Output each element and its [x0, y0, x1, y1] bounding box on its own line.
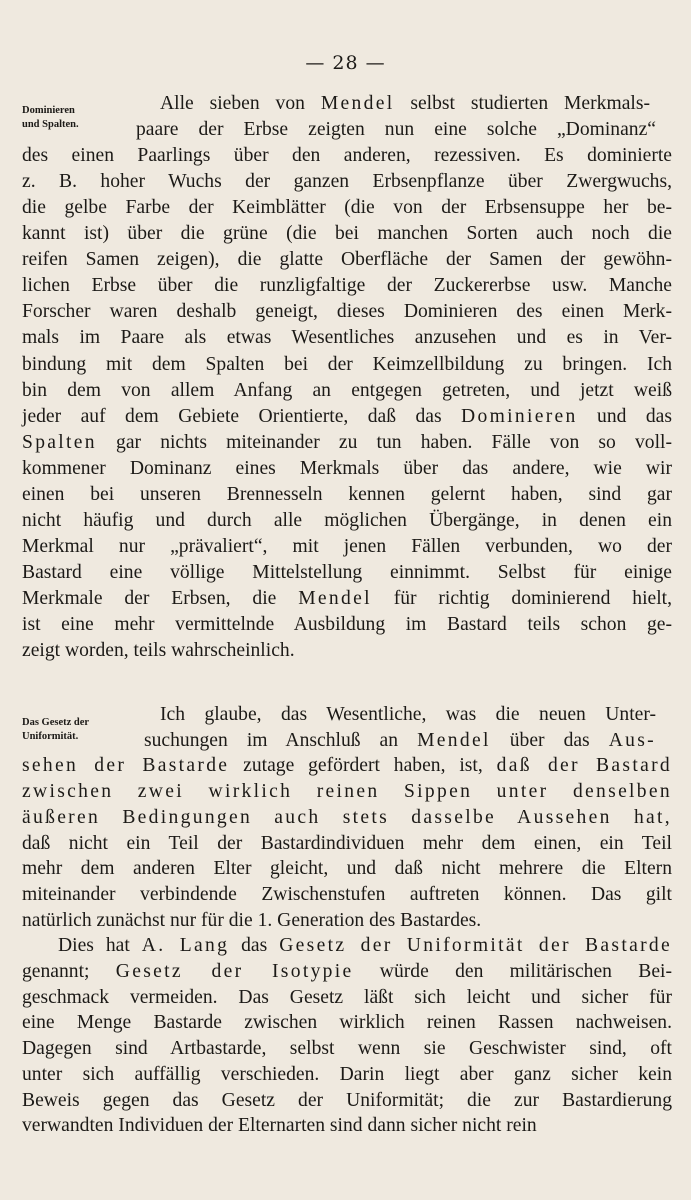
text-line: [22, 561, 672, 585]
text-line: [22, 353, 672, 377]
text-segment: eine Menge Bastarde zwischen wirklich reinen Rassen nachweisen.: [22, 1012, 672, 1033]
spaced-emphasis: Mendel: [320, 93, 395, 114]
text-line: [22, 405, 672, 429]
text-line: [22, 909, 672, 933]
text-line: [22, 960, 672, 984]
spaced-emphasis: Gesetz der Uniformität der Bastarde: [279, 935, 672, 956]
text-segment: suchungen im Anschluß an: [144, 730, 418, 751]
text-segment: und das: [577, 406, 672, 427]
text-segment: Merkmal nur „prävaliert“, mit jenen Fällen verbunden, wo der: [22, 536, 672, 557]
text-segment: nicht häufig und durch alle möglichen Übergänge, in denen ein: [22, 510, 672, 531]
text-line: [22, 1089, 672, 1113]
side-heading: [22, 716, 140, 744]
text-segment: Beweis gegen das Gesetz der Uniformität; die zur Bastardierung: [22, 1090, 672, 1111]
text-segment: das: [229, 935, 280, 956]
text-segment: daß nicht ein Teil der Bastardindividuen mehr dem einen, ein Teil: [22, 833, 672, 854]
text-segment: z. B. hoher Wuchs der ganzen Erbsenpflanze über Zwergwuchs,: [22, 171, 672, 192]
text-segment: bindung mit dem Spalten bei der Keimzellbildung zu bringen. Ich: [22, 354, 672, 375]
text-segment: über das: [490, 730, 609, 751]
spaced-emphasis: Dominieren: [461, 406, 578, 427]
text-segment: Ich glaube, das Wesentliche, was die neuen Unter-: [160, 704, 656, 725]
text-segment: Bastard eine völlige Mittelstellung einnimmt. Selbst für einige: [22, 562, 672, 583]
text-line: [22, 1037, 672, 1061]
text-segment: kommener Dominanz eines Merkmals über das andere, wie wir: [22, 458, 672, 479]
text-line: [22, 613, 672, 637]
text-line: [22, 535, 672, 559]
text-line: [22, 806, 672, 830]
text-line: [22, 431, 672, 455]
text-line: [22, 144, 672, 168]
text-line: [58, 934, 672, 958]
text-line: [22, 986, 672, 1010]
text-segment: mals im Paare als etwas Wesentliches anzusehen und es in Ver-: [22, 327, 672, 348]
text-line: [22, 1114, 672, 1138]
text-segment: mehr dem anderen Elter gleicht, und daß nicht mehrere die Eltern: [22, 858, 672, 879]
text-line: [22, 379, 672, 403]
spaced-emphasis: Spalten: [22, 432, 97, 453]
spaced-emphasis: A. Lang: [141, 935, 230, 956]
spaced-emphasis: äußeren Bedingungen auch stets dasselbe Aussehen hat,: [22, 807, 672, 828]
text-line: [22, 248, 672, 272]
text-segment: reifen Samen zeigen), die glatte Oberfläche der Samen der gewöhn-: [22, 249, 672, 270]
side-heading-line: Uniformität.: [22, 731, 79, 742]
text-segment: würde den militärischen Bei-: [353, 961, 672, 982]
text-segment: verwandten Individuen der Elternarten sind dann sicher nicht rein: [22, 1115, 537, 1136]
text-segment: zutage gefördert haben, ist,: [229, 755, 497, 776]
text-segment: ist eine mehr vermittelnde Ausbildung im Bastard teils schon ge-: [22, 614, 672, 635]
text-segment: zeigt worden, teils wahrscheinlich.: [22, 640, 295, 661]
text-segment: Dagegen sind Artbastarde, selbst wenn sie Geschwister sind, oft: [22, 1038, 672, 1059]
side-heading-line: Dominieren: [22, 105, 75, 116]
text-line: [22, 196, 672, 220]
text-line: [22, 274, 672, 298]
spaced-emphasis: Mendel: [417, 730, 491, 751]
text-segment: Merkmale der Erbsen, die: [22, 588, 299, 609]
text-line: [22, 857, 672, 881]
text-segment: paare der Erbse zeigten nun eine solche „Dominanz“: [136, 119, 656, 140]
text-line: [160, 703, 656, 727]
text-line: [22, 1011, 672, 1035]
text-line: [136, 118, 656, 142]
spaced-emphasis: zwischen zwei wirklich reinen Sippen unter denselben: [22, 781, 672, 802]
text-segment: kannt ist) über die grüne (die bei manchen Sorten auch noch die: [22, 223, 672, 244]
text-line: [144, 729, 656, 753]
text-line: [22, 780, 672, 804]
page-number: — 28 —: [305, 52, 386, 74]
text-segment: bin dem von allem Anfang an entgegen getreten, und jetzt weiß: [22, 380, 672, 401]
text-segment: genannt;: [22, 961, 116, 982]
text-segment: miteinander verbindende Zwischenstufen auftreten können. Das gilt: [22, 884, 672, 905]
text-line: [22, 587, 672, 611]
side-heading-line: Das Gesetz der: [22, 717, 90, 728]
text-segment: die gelbe Farbe der Keimblätter (die von der Erbsensuppe her be-: [22, 197, 672, 218]
text-segment: selbst studierten Merkmals-: [394, 93, 650, 114]
text-line: [22, 170, 672, 194]
text-line: [22, 457, 672, 481]
text-line: [22, 832, 672, 856]
spaced-emphasis: Mendel: [298, 588, 372, 609]
text-segment: für richtig dominierend hielt,: [371, 588, 672, 609]
text-segment: einen bei unseren Brennesseln kennen gelernt haben, sind gar: [22, 484, 672, 505]
text-line: [22, 639, 672, 663]
text-line: [22, 222, 672, 246]
text-segment: natürlich zunächst nur für die 1. Generation des Bastardes.: [22, 910, 482, 931]
text-segment: jeder auf dem Gebiete Orientierte, daß das: [22, 406, 462, 427]
text-segment: lichen Erbse über die runzligfaltige der Zuckererbse usw. Manche: [22, 275, 672, 296]
text-segment: unter sich auffällig verschieden. Darin liegt aber ganz sicher kein: [22, 1064, 672, 1085]
spaced-emphasis: sehen der Bastarde: [22, 755, 230, 776]
side-heading-line: und Spalten.: [22, 119, 79, 130]
text-line: [160, 92, 650, 116]
text-segment: gar nichts miteinander zu tun haben. Fälle von so voll-: [96, 432, 672, 453]
text-segment: Dies hat: [58, 935, 142, 956]
spaced-emphasis: daß der Bastard: [496, 755, 672, 776]
side-heading: [22, 104, 140, 132]
text-segment: des einen Paarlings über den anderen, rezessiven. Es dominierte: [22, 145, 672, 166]
spaced-emphasis: Gesetz der Isotypie: [115, 961, 354, 982]
spaced-emphasis: Aus-: [608, 730, 656, 751]
text-line: [22, 883, 672, 907]
text-line: [22, 483, 672, 507]
text-segment: Alle sieben von: [160, 93, 321, 114]
text-segment: geschmack vermeiden. Das Gesetz läßt sich leicht und sicher für: [22, 987, 672, 1008]
text-line: [22, 300, 672, 324]
text-line: [22, 326, 672, 350]
text-segment: Forscher waren deshalb geneigt, dieses Dominieren des einen Merk-: [22, 301, 672, 322]
text-line: [22, 509, 672, 533]
text-line: [22, 754, 672, 778]
text-line: [22, 1063, 672, 1087]
